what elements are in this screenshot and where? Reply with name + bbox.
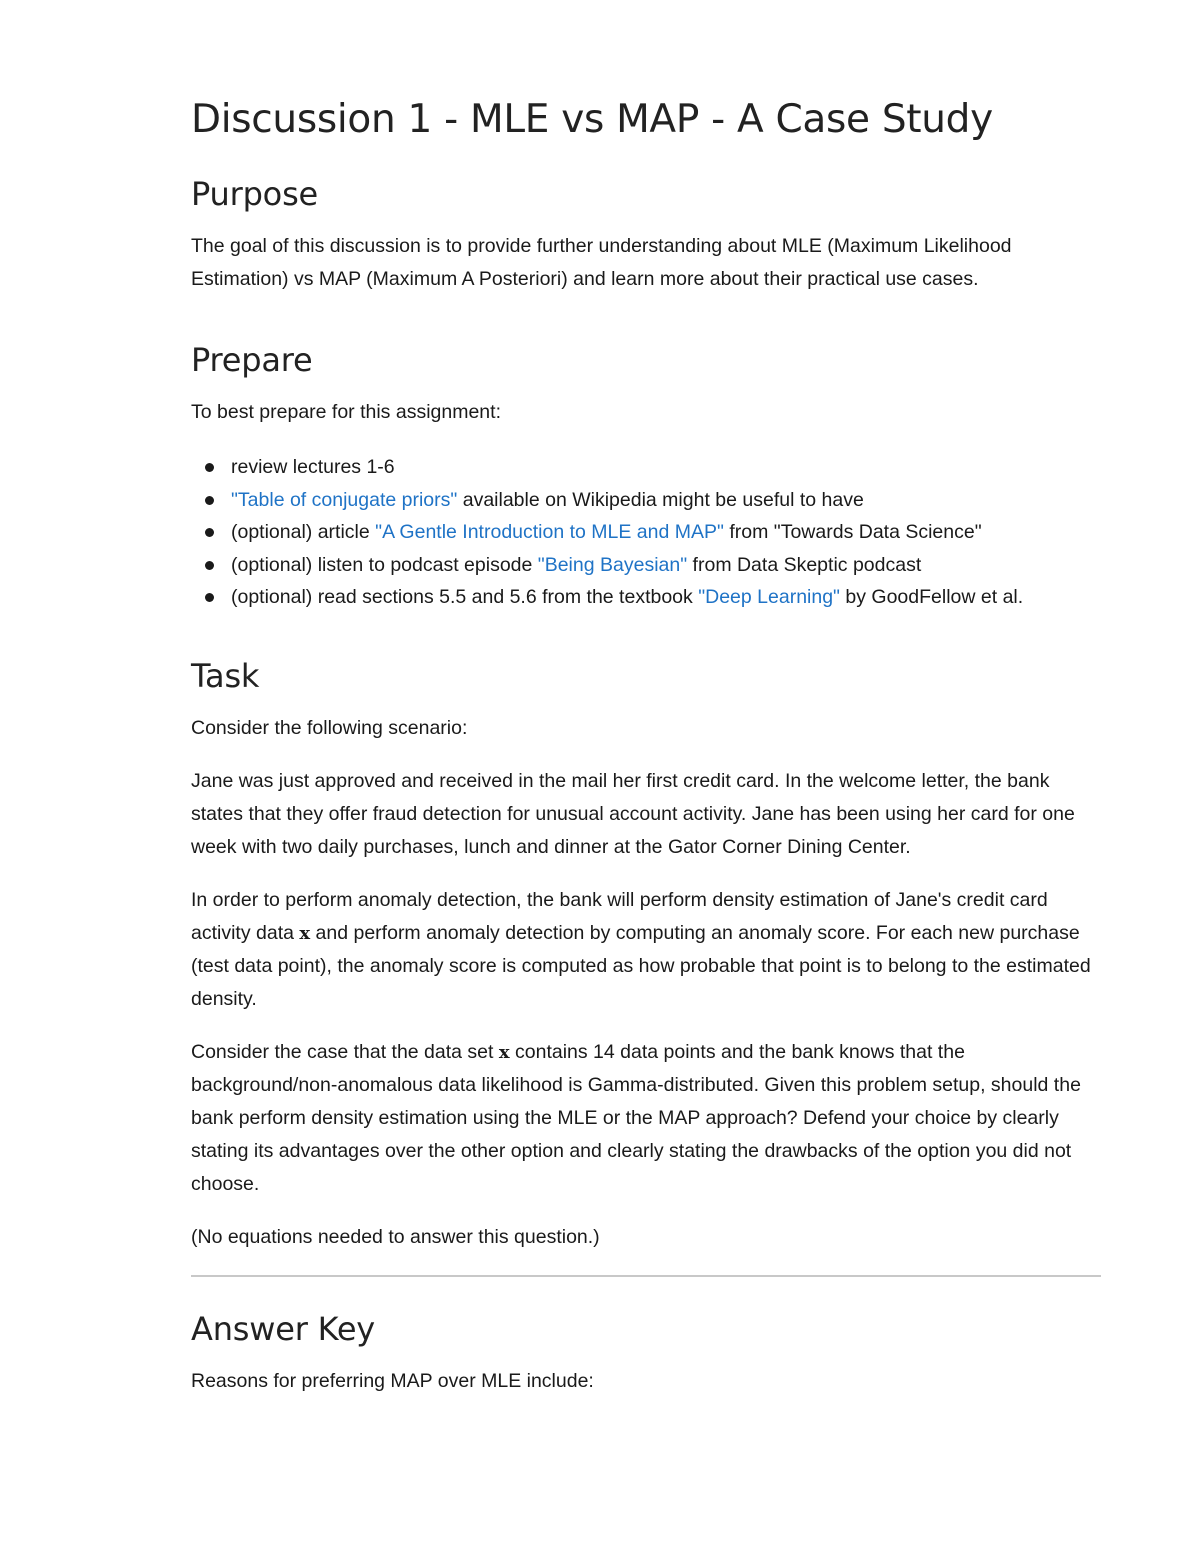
link-conjugate-priors[interactable]: "Table of conjugate priors" xyxy=(231,488,458,511)
task-anomaly-detection: In order to perform anomaly detection, the bank will perform density estimation of Jane's credit card activity data x and perform anomaly detection by computing an anomaly score. For each new purchase (test data point), the anomaly score is computed as how probable that point is to belong to the estimated density. xyxy=(191,888,1091,1010)
task-intro: Consider the following scenario: xyxy=(191,716,468,739)
list-item-text: from Data Skeptic podcast xyxy=(687,553,922,576)
bullet-icon xyxy=(205,593,214,602)
bullet-icon xyxy=(205,496,214,505)
list-item-text: review lectures 1-6 xyxy=(231,456,395,478)
list-item-text: (optional) article xyxy=(231,521,376,543)
task-heading: Task xyxy=(191,656,260,695)
link-gentle-introduction[interactable]: "A Gentle Introduction to MLE and MAP" xyxy=(375,521,724,543)
list-item-text: (optional) read sections 5.5 and 5.6 from the textbook xyxy=(231,586,699,608)
variable-x: x xyxy=(498,1041,510,1063)
list-item xyxy=(191,451,1101,484)
page-title: Discussion 1 - MLE vs MAP - A Case Study xyxy=(191,97,993,142)
answer-key-intro: Reasons for preferring MAP over MLE include: xyxy=(191,1369,594,1392)
list-item xyxy=(191,549,1101,582)
prepare-intro: To best prepare for this assignment: xyxy=(191,401,501,423)
prepare-list xyxy=(191,451,1101,614)
list-item-text: (optional) listen to podcast episode xyxy=(231,553,538,576)
task-question: Consider the case that the data set x contains 14 data points and the bank knows that the background/non-anomalous data likelihood is Gamma-distributed. Given this problem setup, should the bank perform density estimation using the MLE or the MAP approach? Defend your choice by clearly stating its advantages over the other option and clearly stating the drawbacks of the option you did not choose. xyxy=(191,1040,1081,1195)
variable-x: x xyxy=(299,922,311,944)
link-being-bayesian[interactable]: "Being Bayesian" xyxy=(537,553,688,576)
answer-key-heading: Answer Key xyxy=(191,1309,376,1348)
list-item xyxy=(191,516,1101,549)
document-page xyxy=(191,92,1101,1398)
purpose-heading: Purpose xyxy=(191,175,319,213)
list-item xyxy=(191,581,1101,614)
bullet-icon xyxy=(205,463,214,472)
bullet-icon xyxy=(205,528,214,537)
list-item-text: from "Towards Data Science" xyxy=(723,521,982,543)
list-item-text: available on Wikipedia might be useful to have xyxy=(457,488,864,511)
task-note: (No equations needed to answer this question.) xyxy=(191,1225,600,1248)
list-item-text: by GoodFellow et al. xyxy=(839,586,1024,608)
bullet-icon xyxy=(205,561,214,570)
purpose-text: The goal of this discussion is to provide further understanding about MLE (Maximum Likelihood Estimation) vs MAP (Maximum A Posteriori) and learn more about their practical use cases. xyxy=(191,235,1012,290)
list-item xyxy=(191,484,1101,517)
link-deep-learning[interactable]: "Deep Learning" xyxy=(698,586,840,608)
prepare-heading: Prepare xyxy=(191,341,313,379)
task-scenario: Jane was just approved and received in the mail her first credit card. In the welcome letter, the bank states that they offer fraud detection for unusual account activity. Jane has been using her card for one week with two daily purchases, lunch and dinner at the Gator Corner Dining Center. xyxy=(191,769,1075,858)
section-divider xyxy=(191,1275,1101,1277)
